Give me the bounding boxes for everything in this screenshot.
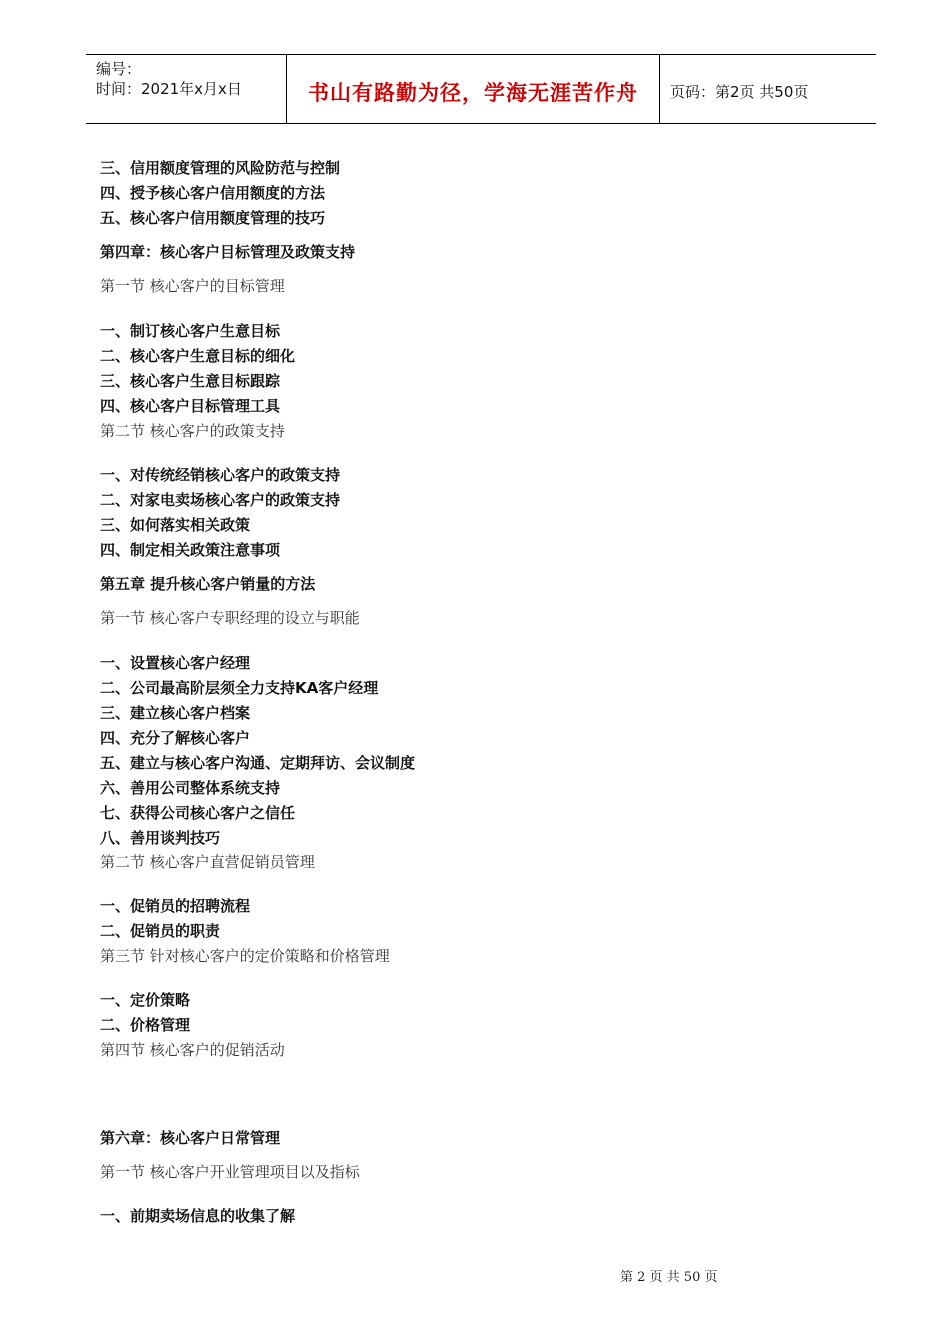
outline-item: 三、核心客户生意目标跟踪	[100, 372, 281, 390]
section-heading: 第二节 核心客户直营促销员管理	[100, 853, 315, 871]
outline-item: 五、建立与核心客户沟通、定期拜访、会议制度	[100, 754, 416, 772]
document-date: 时间：2021年x月x日	[96, 80, 242, 98]
outline-item: 五、核心客户信用额度管理的技巧	[100, 209, 326, 227]
outline-item: 一、前期卖场信息的收集了解	[100, 1207, 296, 1225]
outline-item: 六、善用公司整体系统支持	[100, 779, 281, 797]
outline-item: 二、价格管理	[100, 1016, 191, 1034]
outline-item: 一、设置核心客户经理	[100, 654, 251, 672]
outline-item: 三、信用额度管理的风险防范与控制	[100, 159, 341, 177]
outline-item: 二、核心客户生意目标的细化	[100, 347, 296, 365]
outline-item: 三、如何落实相关政策	[100, 516, 251, 534]
outline-item: 一、定价策略	[100, 991, 191, 1009]
outline-item: 二、对家电卖场核心客户的政策支持	[100, 491, 341, 509]
outline-item: 四、授予核心客户信用额度的方法	[100, 184, 326, 202]
outline-item: 一、对传统经销核心客户的政策支持	[100, 466, 341, 484]
section-heading: 第三节 针对核心客户的定价策略和价格管理	[100, 947, 390, 965]
outline-item: 一、促销员的招聘流程	[100, 897, 251, 915]
page-header	[86, 54, 876, 124]
outline-item: 三、建立核心客户档案	[100, 704, 251, 722]
outline-item: 一、制订核心客户生意目标	[100, 322, 281, 340]
header-meta	[86, 55, 286, 123]
outline-item: 二、公司最高阶层须全力支持KA客户经理	[100, 679, 379, 697]
section-heading: 第二节 核心客户的政策支持	[100, 422, 285, 440]
outline-item: 四、充分了解核心客户	[100, 729, 251, 747]
section-heading: 第一节 核心客户的目标管理	[100, 277, 285, 295]
outline-item: 七、获得公司核心客户之信任	[100, 804, 296, 822]
outline-item: 二、促销员的职责	[100, 922, 221, 940]
document-number-label: 编号：	[96, 60, 142, 78]
chapter-heading: 第六章：核心客户日常管理	[100, 1129, 281, 1147]
section-heading: 第一节 核心客户专职经理的设立与职能	[100, 609, 360, 627]
header-page-info: 页码：第2页 共50页	[670, 82, 809, 101]
outline-item: 四、制定相关政策注意事项	[100, 541, 281, 559]
chapter-heading: 第五章 提升核心客户销量的方法	[100, 575, 316, 593]
outline-item: 四、核心客户目标管理工具	[100, 397, 281, 415]
section-heading: 第一节 核心客户开业管理项目以及指标	[100, 1163, 360, 1181]
chapter-heading: 第四章：核心客户目标管理及政策支持	[100, 243, 356, 261]
page-footer: 第 2 页 共 50 页	[620, 1270, 718, 1285]
outline-item: 八、善用谈判技巧	[100, 829, 221, 847]
section-heading: 第四节 核心客户的促销活动	[100, 1041, 285, 1059]
header-motto: 书山有路勤为径，学海无涯苦作舟	[286, 55, 660, 123]
